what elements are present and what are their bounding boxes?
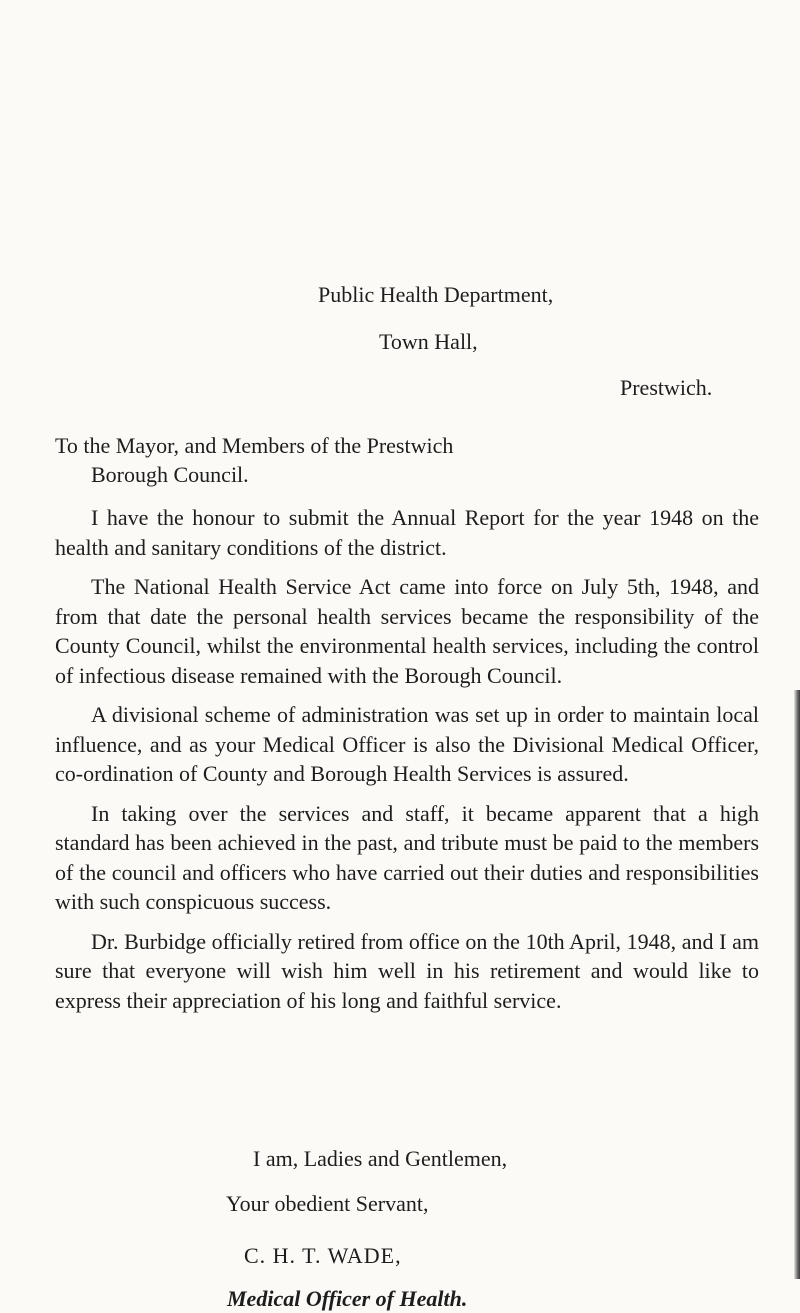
closing-line-1: I am, Ladies and Gentlemen, xyxy=(253,1146,508,1171)
paragraph-divisional-scheme: A divisional scheme of administration was set up in order to maintain local influence, and as your Medical Officer is also the Divisional Medical Officer, co-ordination of County and Borough Health Services is assured. xyxy=(55,702,759,786)
closing-line-2: Your obedient Servant, xyxy=(226,1191,429,1216)
paragraph-report-submission: I have the honour to submit the Annual Report for the year 1948 on the health and sanitary conditions of the district. xyxy=(55,505,759,560)
letter-body xyxy=(55,503,759,1025)
paragraph-retirement: Dr. Burbidge officially retired from office on the 10th April, 1948, and I am sure that everyone will wish him well in his retirement and would like to express their appreciation of his long and faithful service. xyxy=(55,928,759,1013)
page-edge-shadow xyxy=(794,690,800,1279)
paragraph-nhs-act: The National Health Service Act came into force on July 5th, 1948, and from that date the personal health services became the responsibility of the County Council, whilst the environmental health services, including the control of infectious disease remained with the Borough Council. xyxy=(55,574,759,688)
salutation xyxy=(55,431,755,489)
salutation-line-1: To the Mayor, and Members of the Prestwich xyxy=(55,433,454,458)
address-town: Prestwich. xyxy=(620,375,713,400)
signature-title: Medical Officer of Health. xyxy=(227,1286,468,1311)
address-building: Town Hall, xyxy=(379,329,478,354)
address-department: Public Health Department, xyxy=(318,282,554,307)
salutation-line-2: Borough Council. xyxy=(91,462,249,487)
signature-name: C. H. T. WADE, xyxy=(244,1243,402,1268)
paragraph-tribute: In taking over the services and staff, it became apparent that a high standard has been achieved in the past, and tribute must be paid to the members of the council and officers who have carried out their duties and responsibilities with such conspicuous success. xyxy=(55,800,759,914)
